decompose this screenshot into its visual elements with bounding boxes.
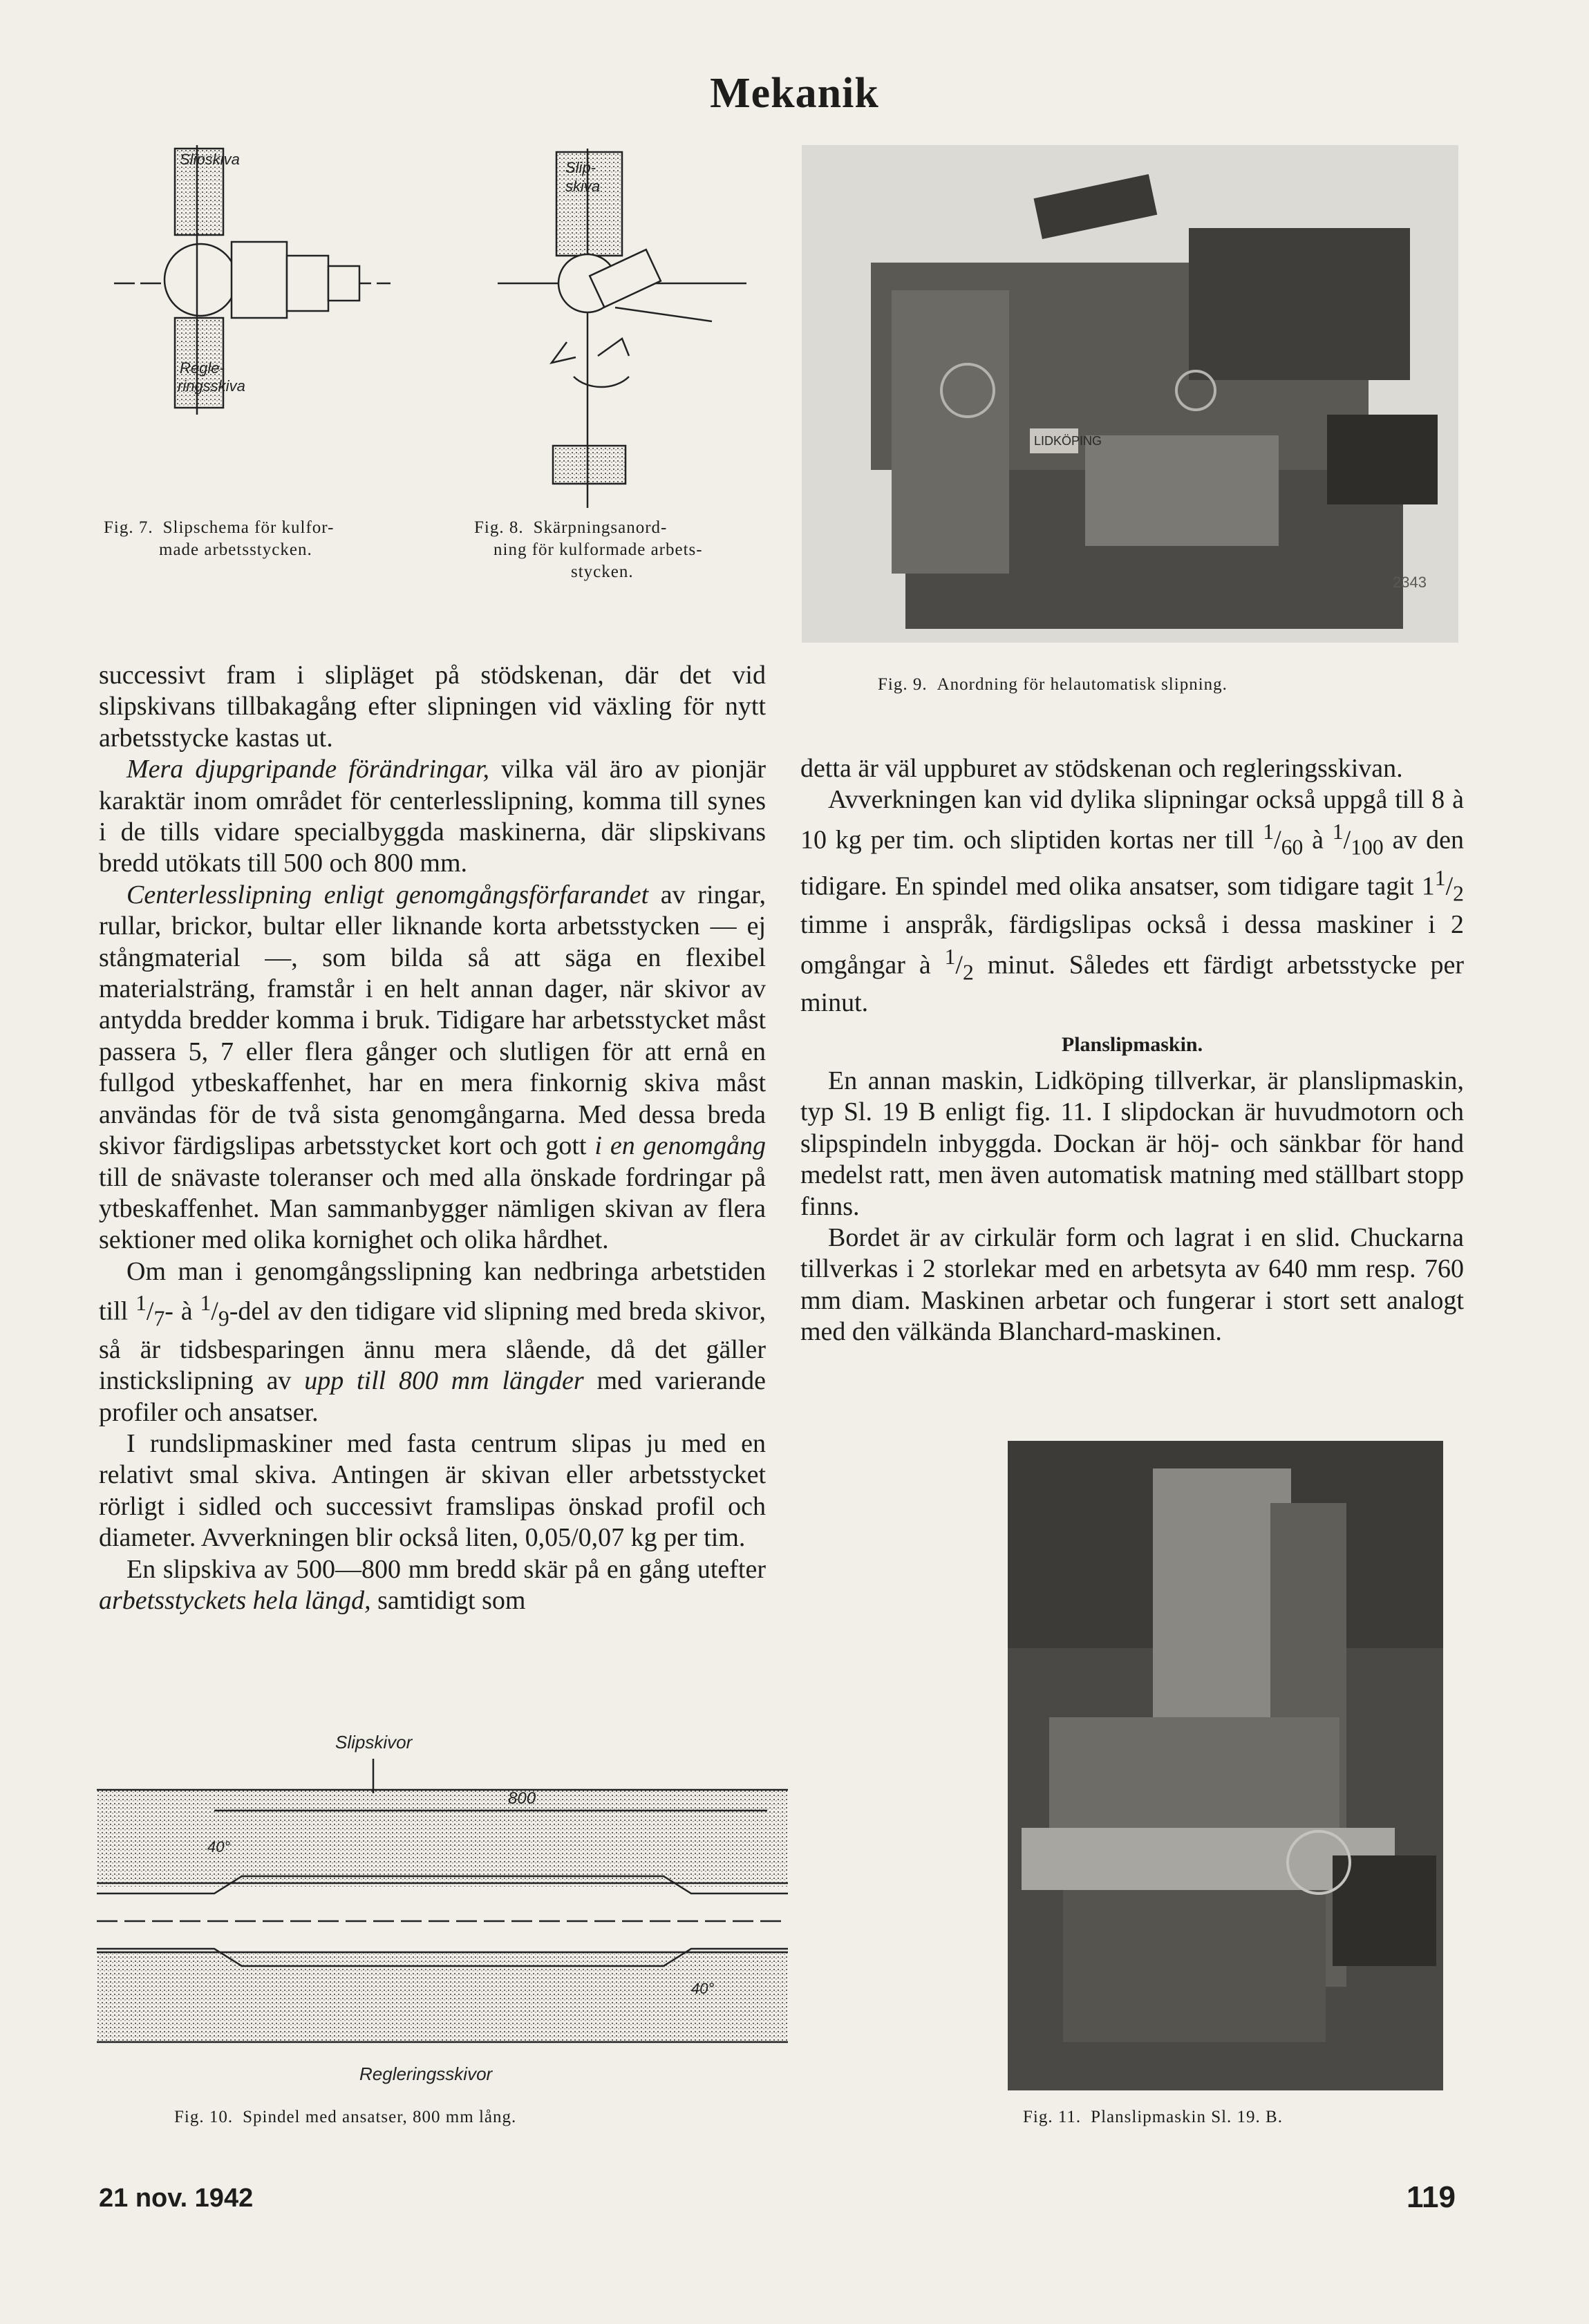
figure-9-caption: Fig. 9. Anordning för helautomatisk slipning. — [878, 675, 1228, 694]
figure-10-diagram — [97, 1728, 788, 2087]
fig7-label-bottom-1: Regle- — [180, 359, 225, 377]
section-header: Mekanik — [710, 70, 879, 117]
left-paragraph-6: En slipskiva av 500—800 mm bredd skär på en gång utefter arbetsstyckets hela längd, samtidigt som — [99, 1554, 766, 1616]
figure-9-photo — [802, 145, 1458, 643]
fig10-angle-1: 40° — [207, 1838, 231, 1855]
figure-8-caption: Fig. 8. Skärpningsanord- ning för kulformade arbets- stycken. — [474, 518, 703, 581]
right-column — [800, 753, 1464, 1348]
fig10-dim: 800 — [508, 1789, 536, 1808]
fig7-label-top: Slipskiva — [180, 151, 240, 168]
fig8-label-1: Slip- — [565, 159, 596, 176]
figure-8-diagram — [484, 149, 774, 508]
left-paragraph-3: Centerlesslipning enligt genomgångsförfarandet av ringar, rullar, brickor, bultar eller liknande korta arbetsstycken — ej stångmaterial —, som bilda så att säga en flexibel materialsträng, framstår i en helt annan dager, när skivor av antydda bredder komma i bruk. Tidigare har arbetsstycket måst passera 5, 7 eller flera gånger och slutligen för att ernå en fullgod ytbeskaffenhet, har en mera finkornig skiva måst användas för de två sista genomgångarna. Med dessa breda skivor färdigslipas arbetsstycket kort och gott i en genomgång till de snävaste toleranser och med alla önskade fordringar på ytbeskaffenhet. Man sammanbygger nämligen skivan av flera sektioner med olika kornighet och olika hårdhet. — [99, 880, 766, 1255]
left-paragraph-4: Om man i genomgångsslipning kan nedbringa arbetstiden till $^1/_7-$ à $^1/_9$-del av den tidigare vid slipning med breda skivor, så är tidsbesparingen ännu mera slående, då det gäller instickslipning av upp till 800 mm längder med varierande profiler och ansatser. — [99, 1256, 766, 1427]
figure-11-caption: Fig. 11. Planslipmaskin Sl. 19. B. — [1023, 2108, 1283, 2126]
fig9-photo-code: 2343 — [1393, 574, 1427, 591]
right-paragraph-4: Bordet är av cirkulär form och lagrat i en slid. Chuckarna tillverkas i 2 storlekar med en arbetsyta av 640 mm resp. 760 mm diam. Maskinen arbetar och fungerar i stort sett analogt med den välkända Blanchard-maskinen. — [800, 1223, 1464, 1347]
fig10-label-top: Slipskivor — [335, 1732, 413, 1753]
fig7-label-bottom-2: ringsskiva — [178, 377, 245, 395]
left-paragraph-1: successivt fram i slipläget på stödskenan, där det vid slipskivans tillbakagång efter slipningen vid växling för nytt arbetsstycke kastas ut. — [99, 661, 766, 753]
fig10-angle-2: 40° — [691, 1980, 715, 1997]
fig9-plate: LIDKÖPING — [1034, 434, 1102, 448]
figure-7-diagram — [114, 145, 446, 415]
figure-11-photo — [1008, 1441, 1443, 2090]
footer-date: 21 nov. 1942 — [99, 2184, 254, 2213]
left-paragraph-5: I rundslipmaskiner med fasta centrum slipas ju med en relativt smal skiva. Antingen är skivan eller arbetsstycket rörligt i sidled och successivt framslipas önskad profil och diameter. Avverkningen blir också liten, 0,05/0,07 kg per tim. — [99, 1429, 766, 1553]
figure-7-caption: Fig. 7. Slipschema för kulfor- made arbetsstycken. — [104, 518, 335, 559]
left-paragraph-2: Mera djupgripande förändringar, vilka väl äro av pionjär karaktär inom området för centerlesslipning, komma till synes i de tills vidare specialbyggda maskinerna, där slipskivans bredd utökats till 500 och 800 mm. — [99, 755, 766, 878]
fig10-label-bottom: Regleringsskivor — [359, 2063, 493, 2084]
figure-10-caption: Fig. 10. Spindel med ansatser, 800 mm lång. — [174, 2108, 517, 2126]
fig8-label-2: skiva — [565, 178, 601, 195]
right-paragraph-2: Avverkningen kan vid dylika slipningar också uppgå till 8 à 10 kg per tim. och sliptiden kortas ner till $^1/_{60}$ à $^1/_{100}$ av den tidigare. En spindel med olika ansatser, som tidigare tagit $1^1/_2$ timme i anspråk, färdigslipas också i dessa maskiner i 2 omgångar à $^1/_2$ minut. Således ett färdigt arbetsstycke per minut. — [800, 785, 1465, 1018]
left-column — [99, 660, 766, 1616]
page-number: 119 — [1407, 2180, 1456, 2214]
section-heading-planslipmaskin: Planslipmaskin. — [1061, 1032, 1203, 1056]
right-paragraph-3: En annan maskin, Lidköping tillverkar, är planslipmaskin, typ Sl. 19 B enligt fig. 11. I slipdockan är huvudmotorn och slipspindeln inbyggda. Dockan är höj- och sänkbar för hand medelst ratt, men även automatisk matning med ställbart stopp finns. — [800, 1066, 1464, 1221]
right-paragraph-1: detta är väl uppburet av stödskenan och regleringsskivan. — [800, 754, 1403, 783]
